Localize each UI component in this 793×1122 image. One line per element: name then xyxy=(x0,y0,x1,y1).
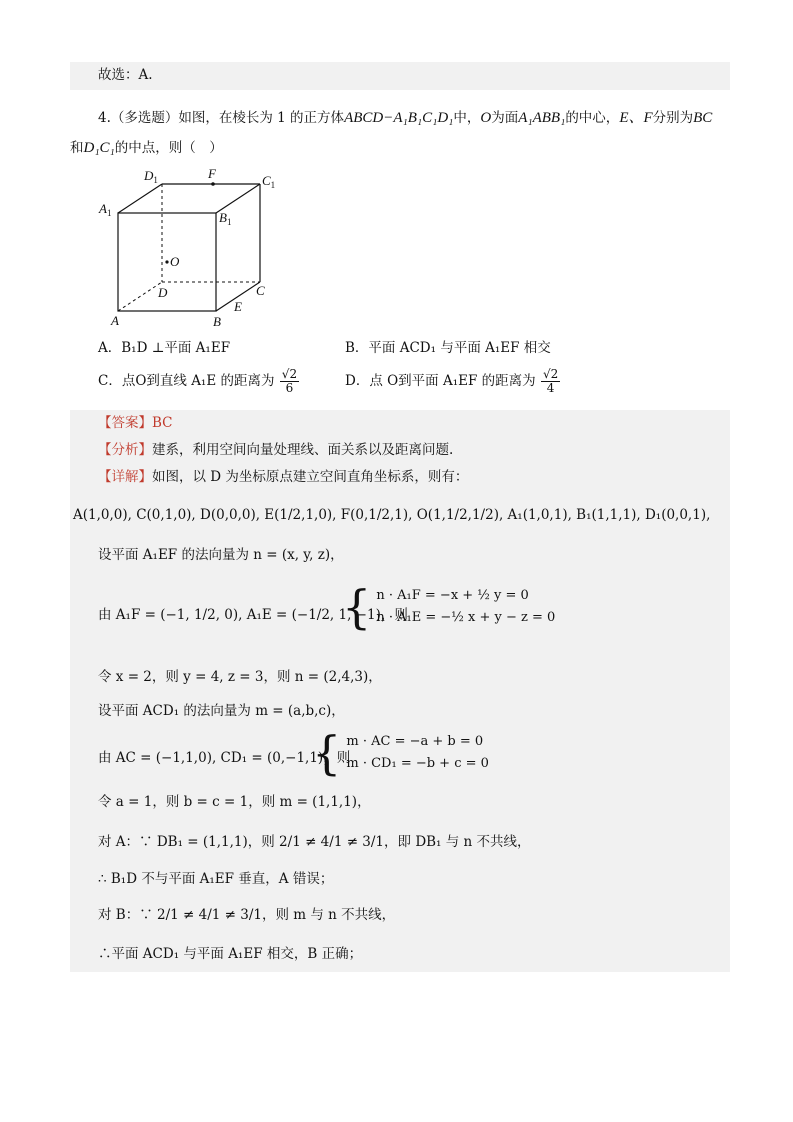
label-d1: $D_1$ xyxy=(144,168,158,185)
points-ef: E、F xyxy=(619,110,653,126)
label-d: D xyxy=(158,285,168,300)
detail-label: 【详解】 xyxy=(98,469,152,485)
stem-text-5: 分别为 xyxy=(652,110,694,126)
analysis-label: 【分析】 xyxy=(98,442,152,458)
question-number: 4. xyxy=(98,110,111,126)
vector-line-2-text: 由 AC = (−1,1,0), CD₁ = (0,−1,1)，则 xyxy=(98,750,351,766)
conclusion-a: ∴ B₁D 不与平面 A₁EF 垂直，A 错误； xyxy=(98,871,334,887)
detail-line xyxy=(98,468,468,486)
label-c: C xyxy=(256,283,265,298)
point-o: O xyxy=(480,110,492,126)
top-answer-band xyxy=(70,62,730,90)
option-c-num: √2 xyxy=(281,367,298,381)
point-o-dot xyxy=(165,260,168,263)
answer-label: 【答案】 xyxy=(98,415,152,431)
option-c-fraction xyxy=(280,368,299,395)
option-d-den: 4 xyxy=(546,381,555,395)
system-2 xyxy=(312,726,489,780)
label-a: A xyxy=(111,313,119,328)
let-line-2: 令 a = 1，则 b = c = 1，则 m = (1,1,1)， xyxy=(98,794,371,810)
option-c-text: C．点O到直线 A₁E 的距离为 xyxy=(98,373,275,389)
label-c1: $C_1$ xyxy=(262,173,276,190)
check-a-line: 对 A：∵ DB₁ = (1,1,1)，则 2/1 ≠ 4/1 ≠ 3/1，即 DB₁ 与 n 不共线， xyxy=(98,834,531,850)
stem-line2-and: 和 xyxy=(70,140,84,156)
analysis-line xyxy=(98,441,453,459)
face-name: A₁ABB₁ xyxy=(518,110,566,126)
top-answer-text: 故选：A. xyxy=(98,67,153,83)
question-type: （多选题） xyxy=(110,110,179,126)
system-1-eq1: n · A₁F = −x + ½ y = 0 xyxy=(376,588,529,603)
answer-line xyxy=(98,414,173,432)
vector-line-1-text: 由 A₁F = (−1, 1/2, 0), A₁E = (−1/2, 1, −1)，则 xyxy=(98,607,408,623)
question-stem-line1 xyxy=(98,109,712,127)
option-d-text: D．点 O到平面 A₁EF 的距离为 xyxy=(345,373,536,389)
label-b1: $B_1$ xyxy=(219,210,232,227)
option-b[interactable]: B．平面 ACD₁ 与平面 A₁EF 相交 xyxy=(345,340,551,356)
label-a1: $A_1$ xyxy=(99,201,112,218)
stem-text-4: 的中心， xyxy=(565,110,620,126)
system-1 xyxy=(342,580,556,634)
system-2-eq2: m · CD₁ = −b + c = 0 xyxy=(346,756,489,771)
hidden-edge-a-d xyxy=(118,282,162,311)
system-2-brace: { xyxy=(312,726,342,780)
let-line-1: 令 x = 2，则 y = 4, z = 3，则 n = (2,4,3)， xyxy=(98,669,382,685)
option-d-fraction xyxy=(541,368,560,395)
option-d[interactable] xyxy=(345,368,561,395)
segment-bc: BC xyxy=(693,110,713,126)
point-f-dot xyxy=(211,182,215,186)
label-b: B xyxy=(213,314,221,329)
analysis-text: 建系，利用空间向量处理线、面关系以及距离问题. xyxy=(152,442,454,458)
answer-value: BC xyxy=(152,415,173,431)
label-o: O xyxy=(170,254,180,269)
cube-name: ABCD−A₁B₁C₁D₁ xyxy=(344,110,454,126)
option-c-den: 6 xyxy=(285,381,294,395)
system-1-eqs xyxy=(376,585,555,629)
system-1-brace: { xyxy=(342,580,372,634)
coordinates-line: A(1,0,0), C(0,1,0), D(0,0,0), E(1/2,1,0), F(0,1/2,1), O(1,1/2,1/2), A₁(1,0,1), B₁(1,1,1), D₁(0,0,1), xyxy=(73,507,711,523)
stem-end: 的中点，则（ ） xyxy=(114,140,223,156)
segment-d1c1: D₁C₁ xyxy=(83,140,115,156)
system-2-eq1: m · AC = −a + b = 0 xyxy=(346,734,484,749)
normal2-intro: 设平面 ACD₁ 的法向量为 m = (a,b,c)， xyxy=(98,703,345,719)
option-a[interactable]: A．B₁D ⊥平面 A₁EF xyxy=(98,340,231,356)
edge-b1-c1 xyxy=(216,184,260,213)
edge-a1-d1 xyxy=(118,184,162,213)
stem-text-2: 中， xyxy=(453,110,481,126)
normal1-intro: 设平面 A₁EF 的法向量为 n = (x, y, z)， xyxy=(98,547,344,563)
stem-text-1: 如图，在棱长为 1 的正方体 xyxy=(178,110,345,126)
label-f: F xyxy=(208,166,216,181)
option-c[interactable] xyxy=(98,368,300,395)
conclusion-b: ∴平面 ACD₁ 与平面 A₁EF 相交，B 正确； xyxy=(98,946,363,962)
label-e: E xyxy=(234,299,242,314)
check-b-line: 对 B：∵ 2/1 ≠ 4/1 ≠ 3/1，则 m 与 n 不共线， xyxy=(98,907,396,923)
detail-text: 如图，以 D 为坐标原点建立空间直角坐标系，则有： xyxy=(152,469,469,485)
system-2-eqs xyxy=(346,731,489,775)
question-stem-line2 xyxy=(70,139,223,157)
cube-figure xyxy=(95,165,285,330)
system-1-eq2: n · A₁E = −½ x + y − z = 0 xyxy=(376,610,556,625)
stem-text-3: 为面 xyxy=(491,110,519,126)
option-d-num: √2 xyxy=(542,367,559,381)
